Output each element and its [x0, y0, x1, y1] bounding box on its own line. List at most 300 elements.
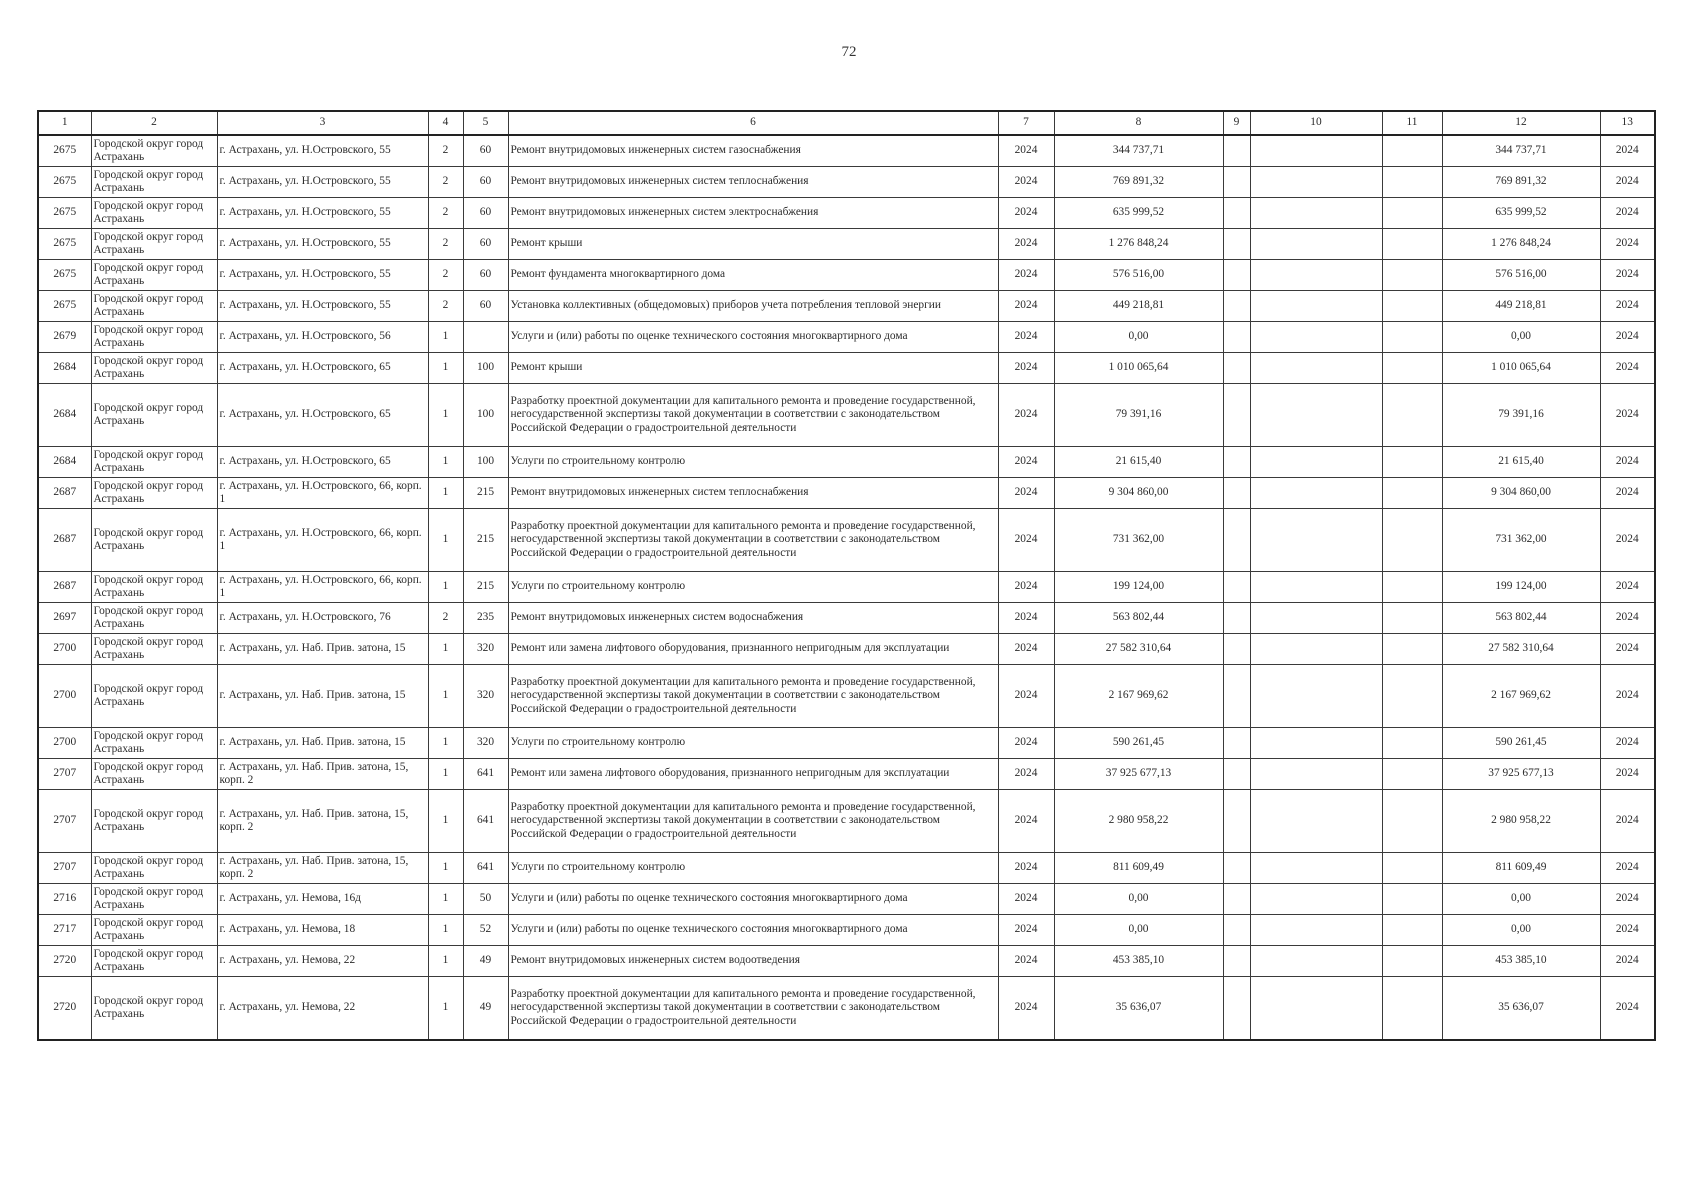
table-row — [38, 884, 1655, 915]
year-cell: 2024 — [998, 853, 1054, 884]
table-row — [38, 135, 1655, 167]
col5-cell: 60 — [463, 167, 508, 198]
municipality-cell: Городской округ город Астрахань — [91, 884, 217, 915]
row-id-cell: 2707 — [38, 790, 91, 853]
col4-cell: 1 — [428, 384, 463, 447]
col9-cell — [1223, 135, 1250, 167]
address-cell: г. Астрахань, ул. Н.Островского, 65 — [217, 384, 428, 447]
capital-repair-register-table — [37, 110, 1656, 1041]
work-type-cell: Ремонт или замена лифтового оборудования, признанного непригодным для эксплуатации — [508, 634, 998, 665]
col11-cell — [1382, 728, 1442, 759]
municipality-cell: Городской округ город Астрахань — [91, 291, 217, 322]
total-cell: 0,00 — [1442, 884, 1600, 915]
year-cell: 2024 — [998, 946, 1054, 977]
municipality-cell: Городской округ город Астрахань — [91, 384, 217, 447]
year-cell: 2024 — [998, 353, 1054, 384]
cost-cell: 811 609,49 — [1054, 853, 1223, 884]
work-type-cell: Разработку проектной документации для капитального ремонта и проведение государственной, негосударственной экспертизы такой документации в соответствии с законодательством Российской Федерации о градостроительной деятельности — [508, 977, 998, 1041]
total-cell: 769 891,32 — [1442, 167, 1600, 198]
cost-cell: 563 802,44 — [1054, 603, 1223, 634]
column-number-cell: 13 — [1600, 111, 1655, 135]
address-cell: г. Астрахань, ул. Н.Островского, 55 — [217, 291, 428, 322]
table-row — [38, 291, 1655, 322]
cost-cell: 9 304 860,00 — [1054, 478, 1223, 509]
table-row — [38, 915, 1655, 946]
municipality-cell: Городской округ город Астрахань — [91, 198, 217, 229]
row-id-cell: 2675 — [38, 229, 91, 260]
cost-cell: 0,00 — [1054, 322, 1223, 353]
cost-cell: 2 980 958,22 — [1054, 790, 1223, 853]
total-cell: 27 582 310,64 — [1442, 634, 1600, 665]
col5-cell: 320 — [463, 665, 508, 728]
cost-cell: 635 999,52 — [1054, 198, 1223, 229]
address-cell: г. Астрахань, ул. Немова, 16д — [217, 884, 428, 915]
municipality-cell: Городской округ город Астрахань — [91, 665, 217, 728]
year-cell: 2024 — [998, 478, 1054, 509]
cost-cell: 2 167 969,62 — [1054, 665, 1223, 728]
col10-cell — [1250, 198, 1382, 229]
cost-cell: 37 925 677,13 — [1054, 759, 1223, 790]
col9-cell — [1223, 447, 1250, 478]
year-end-cell: 2024 — [1600, 915, 1655, 946]
address-cell: г. Астрахань, ул. Н.Островского, 66, корп. 1 — [217, 478, 428, 509]
col11-cell — [1382, 665, 1442, 728]
address-cell: г. Астрахань, ул. Н.Островского, 65 — [217, 353, 428, 384]
col10-cell — [1250, 260, 1382, 291]
row-id-cell: 2716 — [38, 884, 91, 915]
year-cell: 2024 — [998, 167, 1054, 198]
table-row — [38, 447, 1655, 478]
municipality-cell: Городской округ город Астрахань — [91, 322, 217, 353]
total-cell: 0,00 — [1442, 915, 1600, 946]
col5-cell: 100 — [463, 447, 508, 478]
work-type-cell: Ремонт или замена лифтового оборудования, признанного непригодным для эксплуатации — [508, 759, 998, 790]
col11-cell — [1382, 603, 1442, 634]
col4-cell: 1 — [428, 509, 463, 572]
col5-cell: 49 — [463, 946, 508, 977]
column-number-cell: 5 — [463, 111, 508, 135]
col4-cell: 1 — [428, 853, 463, 884]
year-end-cell: 2024 — [1600, 384, 1655, 447]
column-number-row — [38, 111, 1655, 135]
address-cell: г. Астрахань, ул. Немова, 18 — [217, 915, 428, 946]
column-number-cell: 2 — [91, 111, 217, 135]
year-cell: 2024 — [998, 884, 1054, 915]
col10-cell — [1250, 447, 1382, 478]
col9-cell — [1223, 322, 1250, 353]
year-cell: 2024 — [998, 260, 1054, 291]
cost-cell: 79 391,16 — [1054, 384, 1223, 447]
municipality-cell: Городской округ город Астрахань — [91, 634, 217, 665]
year-cell: 2024 — [998, 198, 1054, 229]
row-id-cell: 2675 — [38, 260, 91, 291]
address-cell: г. Астрахань, ул. Н.Островского, 76 — [217, 603, 428, 634]
col9-cell — [1223, 915, 1250, 946]
col10-cell — [1250, 322, 1382, 353]
work-type-cell: Услуги и (или) работы по оценке технического состояния многоквартирного дома — [508, 884, 998, 915]
work-type-cell: Ремонт внутридомовых инженерных систем газоснабжения — [508, 135, 998, 167]
total-cell: 1 276 848,24 — [1442, 229, 1600, 260]
table-row — [38, 478, 1655, 509]
municipality-cell: Городской округ город Астрахань — [91, 572, 217, 603]
table-row — [38, 322, 1655, 353]
col11-cell — [1382, 478, 1442, 509]
col11-cell — [1382, 790, 1442, 853]
row-id-cell: 2717 — [38, 915, 91, 946]
work-type-cell: Ремонт внутридомовых инженерных систем теплоснабжения — [508, 478, 998, 509]
col10-cell — [1250, 353, 1382, 384]
year-end-cell: 2024 — [1600, 353, 1655, 384]
col5-cell: 320 — [463, 634, 508, 665]
work-type-cell: Разработку проектной документации для капитального ремонта и проведение государственной, негосударственной экспертизы такой документации в соответствии с законодательством Российской Федерации о градостроительной деятельности — [508, 509, 998, 572]
col10-cell — [1250, 853, 1382, 884]
municipality-cell: Городской округ город Астрахань — [91, 167, 217, 198]
col4-cell: 2 — [428, 167, 463, 198]
work-type-cell: Услуги и (или) работы по оценке технического состояния многоквартирного дома — [508, 915, 998, 946]
total-cell: 0,00 — [1442, 322, 1600, 353]
col11-cell — [1382, 759, 1442, 790]
col5-cell: 100 — [463, 384, 508, 447]
cost-cell: 199 124,00 — [1054, 572, 1223, 603]
year-end-cell: 2024 — [1600, 291, 1655, 322]
year-end-cell: 2024 — [1600, 260, 1655, 291]
row-id-cell: 2700 — [38, 728, 91, 759]
year-end-cell: 2024 — [1600, 198, 1655, 229]
row-id-cell: 2700 — [38, 634, 91, 665]
year-cell: 2024 — [998, 291, 1054, 322]
cost-cell: 1 276 848,24 — [1054, 229, 1223, 260]
total-cell: 576 516,00 — [1442, 260, 1600, 291]
year-end-cell: 2024 — [1600, 229, 1655, 260]
page-number: 72 — [841, 44, 857, 60]
total-cell: 344 737,71 — [1442, 135, 1600, 167]
row-id-cell: 2720 — [38, 977, 91, 1041]
municipality-cell: Городской округ город Астрахань — [91, 728, 217, 759]
col10-cell — [1250, 665, 1382, 728]
col11-cell — [1382, 853, 1442, 884]
address-cell: г. Астрахань, ул. Н.Островского, 66, корп. 1 — [217, 509, 428, 572]
year-end-cell: 2024 — [1600, 853, 1655, 884]
col10-cell — [1250, 509, 1382, 572]
col4-cell: 1 — [428, 915, 463, 946]
col9-cell — [1223, 353, 1250, 384]
col4-cell: 1 — [428, 759, 463, 790]
year-cell: 2024 — [998, 509, 1054, 572]
address-cell: г. Астрахань, ул. Наб. Прив. затона, 15 — [217, 665, 428, 728]
year-end-cell: 2024 — [1600, 603, 1655, 634]
col5-cell: 100 — [463, 353, 508, 384]
col10-cell — [1250, 572, 1382, 603]
year-end-cell: 2024 — [1600, 322, 1655, 353]
municipality-cell: Городской округ город Астрахань — [91, 946, 217, 977]
address-cell: г. Астрахань, ул. Н.Островского, 55 — [217, 198, 428, 229]
col5-cell — [463, 322, 508, 353]
row-id-cell: 2707 — [38, 759, 91, 790]
cost-cell: 1 010 065,64 — [1054, 353, 1223, 384]
col10-cell — [1250, 603, 1382, 634]
total-cell: 37 925 677,13 — [1442, 759, 1600, 790]
col5-cell: 60 — [463, 260, 508, 291]
year-end-cell: 2024 — [1600, 509, 1655, 572]
cost-cell: 731 362,00 — [1054, 509, 1223, 572]
col11-cell — [1382, 634, 1442, 665]
col11-cell — [1382, 353, 1442, 384]
col9-cell — [1223, 603, 1250, 634]
total-cell: 453 385,10 — [1442, 946, 1600, 977]
column-number-cell: 6 — [508, 111, 998, 135]
work-type-cell: Ремонт фундамента многоквартирного дома — [508, 260, 998, 291]
col11-cell — [1382, 915, 1442, 946]
col10-cell — [1250, 291, 1382, 322]
col4-cell: 1 — [428, 353, 463, 384]
table-row — [38, 946, 1655, 977]
table-body — [38, 135, 1655, 1040]
col11-cell — [1382, 229, 1442, 260]
table-row — [38, 198, 1655, 229]
col11-cell — [1382, 509, 1442, 572]
col5-cell: 60 — [463, 135, 508, 167]
year-end-cell: 2024 — [1600, 665, 1655, 728]
work-type-cell: Установка коллективных (общедомовых) приборов учета потребления тепловой энергии — [508, 291, 998, 322]
cost-cell: 449 218,81 — [1054, 291, 1223, 322]
address-cell: г. Астрахань, ул. Н.Островского, 65 — [217, 447, 428, 478]
year-cell: 2024 — [998, 447, 1054, 478]
year-end-cell: 2024 — [1600, 977, 1655, 1041]
year-cell: 2024 — [998, 634, 1054, 665]
year-cell: 2024 — [998, 665, 1054, 728]
col4-cell: 2 — [428, 135, 463, 167]
address-cell: г. Астрахань, ул. Н.Островского, 66, корп. 1 — [217, 572, 428, 603]
work-type-cell: Услуги по строительному контролю — [508, 447, 998, 478]
row-id-cell: 2675 — [38, 291, 91, 322]
year-cell: 2024 — [998, 322, 1054, 353]
col9-cell — [1223, 167, 1250, 198]
table-row — [38, 634, 1655, 665]
total-cell: 199 124,00 — [1442, 572, 1600, 603]
year-cell: 2024 — [998, 915, 1054, 946]
col9-cell — [1223, 853, 1250, 884]
year-end-cell: 2024 — [1600, 790, 1655, 853]
col11-cell — [1382, 572, 1442, 603]
municipality-cell: Городской округ город Астрахань — [91, 853, 217, 884]
column-number-cell: 12 — [1442, 111, 1600, 135]
work-type-cell: Услуги по строительному контролю — [508, 572, 998, 603]
col9-cell — [1223, 384, 1250, 447]
col11-cell — [1382, 384, 1442, 447]
municipality-cell: Городской округ город Астрахань — [91, 790, 217, 853]
col4-cell: 1 — [428, 447, 463, 478]
col4-cell: 1 — [428, 884, 463, 915]
municipality-cell: Городской округ город Астрахань — [91, 260, 217, 291]
work-type-cell: Ремонт внутридомовых инженерных систем водоотведения — [508, 946, 998, 977]
col5-cell: 60 — [463, 198, 508, 229]
column-number-cell: 11 — [1382, 111, 1442, 135]
total-cell: 563 802,44 — [1442, 603, 1600, 634]
col11-cell — [1382, 946, 1442, 977]
year-end-cell: 2024 — [1600, 884, 1655, 915]
col11-cell — [1382, 135, 1442, 167]
col9-cell — [1223, 977, 1250, 1041]
row-id-cell: 2679 — [38, 322, 91, 353]
col4-cell: 2 — [428, 198, 463, 229]
row-id-cell: 2687 — [38, 478, 91, 509]
row-id-cell: 2675 — [38, 198, 91, 229]
table-row — [38, 603, 1655, 634]
table-row — [38, 665, 1655, 728]
work-type-cell: Ремонт крыши — [508, 353, 998, 384]
work-type-cell: Ремонт крыши — [508, 229, 998, 260]
year-cell: 2024 — [998, 728, 1054, 759]
col11-cell — [1382, 198, 1442, 229]
col5-cell: 50 — [463, 884, 508, 915]
col9-cell — [1223, 198, 1250, 229]
year-end-cell: 2024 — [1600, 447, 1655, 478]
col10-cell — [1250, 229, 1382, 260]
col4-cell: 1 — [428, 728, 463, 759]
col11-cell — [1382, 291, 1442, 322]
municipality-cell: Городской округ город Астрахань — [91, 509, 217, 572]
address-cell: г. Астрахань, ул. Н.Островского, 56 — [217, 322, 428, 353]
col4-cell: 1 — [428, 634, 463, 665]
col10-cell — [1250, 634, 1382, 665]
address-cell: г. Астрахань, ул. Н.Островского, 55 — [217, 229, 428, 260]
work-type-cell: Разработку проектной документации для капитального ремонта и проведение государственной, негосударственной экспертизы такой документации в соответствии с законодательством Российской Федерации о градостроительной деятельности — [508, 665, 998, 728]
row-id-cell: 2675 — [38, 167, 91, 198]
cost-cell: 769 891,32 — [1054, 167, 1223, 198]
year-cell: 2024 — [998, 229, 1054, 260]
col11-cell — [1382, 167, 1442, 198]
col9-cell — [1223, 509, 1250, 572]
work-type-cell: Услуги по строительному контролю — [508, 728, 998, 759]
table-row — [38, 977, 1655, 1041]
col4-cell: 2 — [428, 603, 463, 634]
year-cell: 2024 — [998, 572, 1054, 603]
col4-cell: 2 — [428, 260, 463, 291]
total-cell: 2 167 969,62 — [1442, 665, 1600, 728]
col5-cell: 235 — [463, 603, 508, 634]
municipality-cell: Городской округ город Астрахань — [91, 915, 217, 946]
work-type-cell: Ремонт внутридомовых инженерных систем водоснабжения — [508, 603, 998, 634]
address-cell: г. Астрахань, ул. Наб. Прив. затона, 15, корп. 2 — [217, 790, 428, 853]
municipality-cell: Городской округ город Астрахань — [91, 353, 217, 384]
col4-cell: 1 — [428, 665, 463, 728]
total-cell: 590 261,45 — [1442, 728, 1600, 759]
col11-cell — [1382, 447, 1442, 478]
year-cell: 2024 — [998, 790, 1054, 853]
col11-cell — [1382, 977, 1442, 1041]
cost-cell: 453 385,10 — [1054, 946, 1223, 977]
work-type-cell: Разработку проектной документации для капитального ремонта и проведение государственной, негосударственной экспертизы такой документации в соответствии с законодательством Российской Федерации о градостроительной деятельности — [508, 384, 998, 447]
total-cell: 21 615,40 — [1442, 447, 1600, 478]
cost-cell: 0,00 — [1054, 884, 1223, 915]
total-cell: 811 609,49 — [1442, 853, 1600, 884]
table-row — [38, 384, 1655, 447]
row-id-cell: 2720 — [38, 946, 91, 977]
address-cell: г. Астрахань, ул. Н.Островского, 55 — [217, 135, 428, 167]
total-cell: 79 391,16 — [1442, 384, 1600, 447]
year-cell: 2024 — [998, 384, 1054, 447]
municipality-cell: Городской округ город Астрахань — [91, 135, 217, 167]
year-cell: 2024 — [998, 759, 1054, 790]
year-end-cell: 2024 — [1600, 572, 1655, 603]
col4-cell: 2 — [428, 229, 463, 260]
col10-cell — [1250, 728, 1382, 759]
column-number-cell: 8 — [1054, 111, 1223, 135]
municipality-cell: Городской округ город Астрахань — [91, 977, 217, 1041]
col9-cell — [1223, 790, 1250, 853]
col9-cell — [1223, 728, 1250, 759]
col9-cell — [1223, 759, 1250, 790]
total-cell: 449 218,81 — [1442, 291, 1600, 322]
address-cell: г. Астрахань, ул. Немова, 22 — [217, 977, 428, 1041]
cost-cell: 0,00 — [1054, 915, 1223, 946]
cost-cell: 576 516,00 — [1054, 260, 1223, 291]
address-cell: г. Астрахань, ул. Наб. Прив. затона, 15 — [217, 728, 428, 759]
col9-cell — [1223, 946, 1250, 977]
col11-cell — [1382, 260, 1442, 291]
col10-cell — [1250, 135, 1382, 167]
address-cell: г. Астрахань, ул. Наб. Прив. затона, 15 — [217, 634, 428, 665]
column-number-cell: 4 — [428, 111, 463, 135]
col10-cell — [1250, 790, 1382, 853]
cost-cell: 35 636,07 — [1054, 977, 1223, 1041]
col5-cell: 60 — [463, 291, 508, 322]
row-id-cell: 2684 — [38, 384, 91, 447]
col9-cell — [1223, 572, 1250, 603]
total-cell: 2 980 958,22 — [1442, 790, 1600, 853]
table-row — [38, 167, 1655, 198]
work-type-cell: Разработку проектной документации для капитального ремонта и проведение государственной, негосударственной экспертизы такой документации в соответствии с законодательством Российской Федерации о градостроительной деятельности — [508, 790, 998, 853]
work-type-cell: Ремонт внутридомовых инженерных систем теплоснабжения — [508, 167, 998, 198]
address-cell: г. Астрахань, ул. Н.Островского, 55 — [217, 167, 428, 198]
row-id-cell: 2687 — [38, 509, 91, 572]
municipality-cell: Городской округ город Астрахань — [91, 447, 217, 478]
col5-cell: 641 — [463, 759, 508, 790]
col4-cell: 1 — [428, 478, 463, 509]
total-cell: 9 304 860,00 — [1442, 478, 1600, 509]
col5-cell: 215 — [463, 572, 508, 603]
work-type-cell: Ремонт внутридомовых инженерных систем электроснабжения — [508, 198, 998, 229]
column-number-cell: 3 — [217, 111, 428, 135]
col9-cell — [1223, 229, 1250, 260]
col4-cell: 1 — [428, 977, 463, 1041]
col5-cell: 49 — [463, 977, 508, 1041]
row-id-cell: 2697 — [38, 603, 91, 634]
col5-cell: 215 — [463, 509, 508, 572]
table-row — [38, 353, 1655, 384]
col9-cell — [1223, 291, 1250, 322]
table-row — [38, 572, 1655, 603]
address-cell: г. Астрахань, ул. Наб. Прив. затона, 15, корп. 2 — [217, 853, 428, 884]
year-end-cell: 2024 — [1600, 759, 1655, 790]
municipality-cell: Городской округ город Астрахань — [91, 229, 217, 260]
row-id-cell: 2700 — [38, 665, 91, 728]
work-type-cell: Услуги и (или) работы по оценке технического состояния многоквартирного дома — [508, 322, 998, 353]
total-cell: 635 999,52 — [1442, 198, 1600, 229]
col4-cell: 1 — [428, 946, 463, 977]
address-cell: г. Астрахань, ул. Немова, 22 — [217, 946, 428, 977]
total-cell: 35 636,07 — [1442, 977, 1600, 1041]
row-id-cell: 2675 — [38, 135, 91, 167]
table-row — [38, 728, 1655, 759]
row-id-cell: 2707 — [38, 853, 91, 884]
year-end-cell: 2024 — [1600, 946, 1655, 977]
table-row — [38, 229, 1655, 260]
col10-cell — [1250, 759, 1382, 790]
year-end-cell: 2024 — [1600, 634, 1655, 665]
column-number-cell: 7 — [998, 111, 1054, 135]
column-number-cell: 1 — [38, 111, 91, 135]
